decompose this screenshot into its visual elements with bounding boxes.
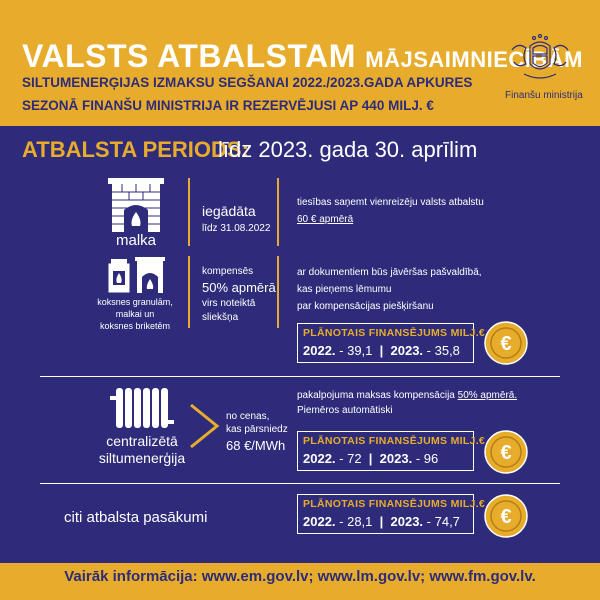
ministry-name: Finanšu ministrija <box>505 90 583 101</box>
pellets-comp-2: 50% apmērā <box>202 280 276 295</box>
period-label: ATBALSTA PERIODS: <box>22 137 249 162</box>
coat-of-arms-icon <box>504 34 576 84</box>
central-desc-2: Piemēros automātiski <box>297 405 393 416</box>
pellets-desc-3: par kompensācijas piešķiršanu <box>297 301 434 312</box>
firewood-label: malka <box>115 232 156 249</box>
divider <box>277 178 279 246</box>
funding-title: PLĀNOTAIS FINANSĒJUMS MILJ.€ <box>303 498 486 510</box>
funding-title: PLĀNOTAIS FINANSĒJUMS MILJ.€ <box>303 435 486 447</box>
central-cond-1: no cenas, <box>226 411 270 422</box>
firewood-condition-1: iegādāta <box>202 203 256 219</box>
funding-values: 2022. - 72 | 2023. - 96 <box>303 451 439 466</box>
central-desc-1: pakalpojuma maksas kompensācija 50% apmērā. <box>297 390 518 401</box>
firewood-desc-2: 60 € apmērā <box>297 214 354 225</box>
svg-text:€: € <box>500 333 512 355</box>
pellets-label-2: malkai un <box>115 309 155 319</box>
fireplace-icon <box>108 178 164 232</box>
pellets-desc-2: kas pieņems lēmumu <box>297 284 392 295</box>
svg-text:€: € <box>500 442 512 464</box>
funding-box <box>297 323 486 363</box>
funding-box <box>297 431 486 471</box>
funding-values: 2022. - 28,1 | 2023. - 74,7 <box>303 514 460 529</box>
euro-coin-icon <box>484 494 528 538</box>
page-title: VALSTS ATBALSTAM MĀJSAIMNIECĪBĀM <box>22 38 584 74</box>
pellets-comp-4: sliekšņa <box>202 312 239 323</box>
divider <box>188 178 190 246</box>
divider <box>188 256 190 328</box>
greater-than-icon <box>188 402 220 450</box>
period-value: līdz 2023. gada 30. aprīlim <box>218 137 478 162</box>
funding-box <box>297 494 486 534</box>
section-divider <box>40 483 560 484</box>
section-divider <box>40 376 560 377</box>
pellets-comp-3: virs noteiktā <box>202 298 256 309</box>
firewood-desc-1: tiesības saņemt vienreizēju valsts atbalstu <box>297 197 484 208</box>
pellets-label-3: koksnes briketēm <box>99 321 171 331</box>
central-label-1: centralizētā <box>106 433 178 449</box>
subtitle-line-2: SEZONĀ FINANŠU MINISTRIJA IR REZERVĒJUSI AP 440 MILJ. € <box>22 98 434 113</box>
euro-coin-icon <box>484 321 528 365</box>
firewood-condition-2: līdz 31.08.2022 <box>202 223 271 234</box>
pellets-desc-1: ar dokumentiem būs jāvēršas pašvaldībā, <box>297 267 482 278</box>
radiator-icon <box>110 386 174 430</box>
central-cond-3: 68 €/MWh <box>226 438 286 453</box>
pellets-comp-1: kompensēs <box>202 266 254 277</box>
subtitle-line-1: SILTUMENERĢIJAS IZMAKSU SEGŠANAI 2022./2023.GADA APKURES <box>22 75 473 90</box>
funding-values: 2022. - 39,1 | 2023. - 35,8 <box>303 343 460 358</box>
central-label-2: siltumenerģija <box>98 450 186 466</box>
euro-coin-icon <box>484 430 528 474</box>
pellets-label-1: koksnes granulām, <box>97 297 173 307</box>
more-info-footer: Vairāk informācija: www.em.gov.lv; www.lm.gov.lv; www.fm.gov.lv. <box>64 568 536 585</box>
divider <box>277 256 279 328</box>
funding-title: PLĀNOTAIS FINANSĒJUMS MILJ.€ <box>303 327 486 339</box>
svg-text:€: € <box>500 506 512 528</box>
pellet-stove-icon <box>107 257 165 295</box>
central-cond-2: kas pārsniedz <box>226 424 288 435</box>
other-measures-label: citi atbalsta pasākumi <box>64 509 208 526</box>
